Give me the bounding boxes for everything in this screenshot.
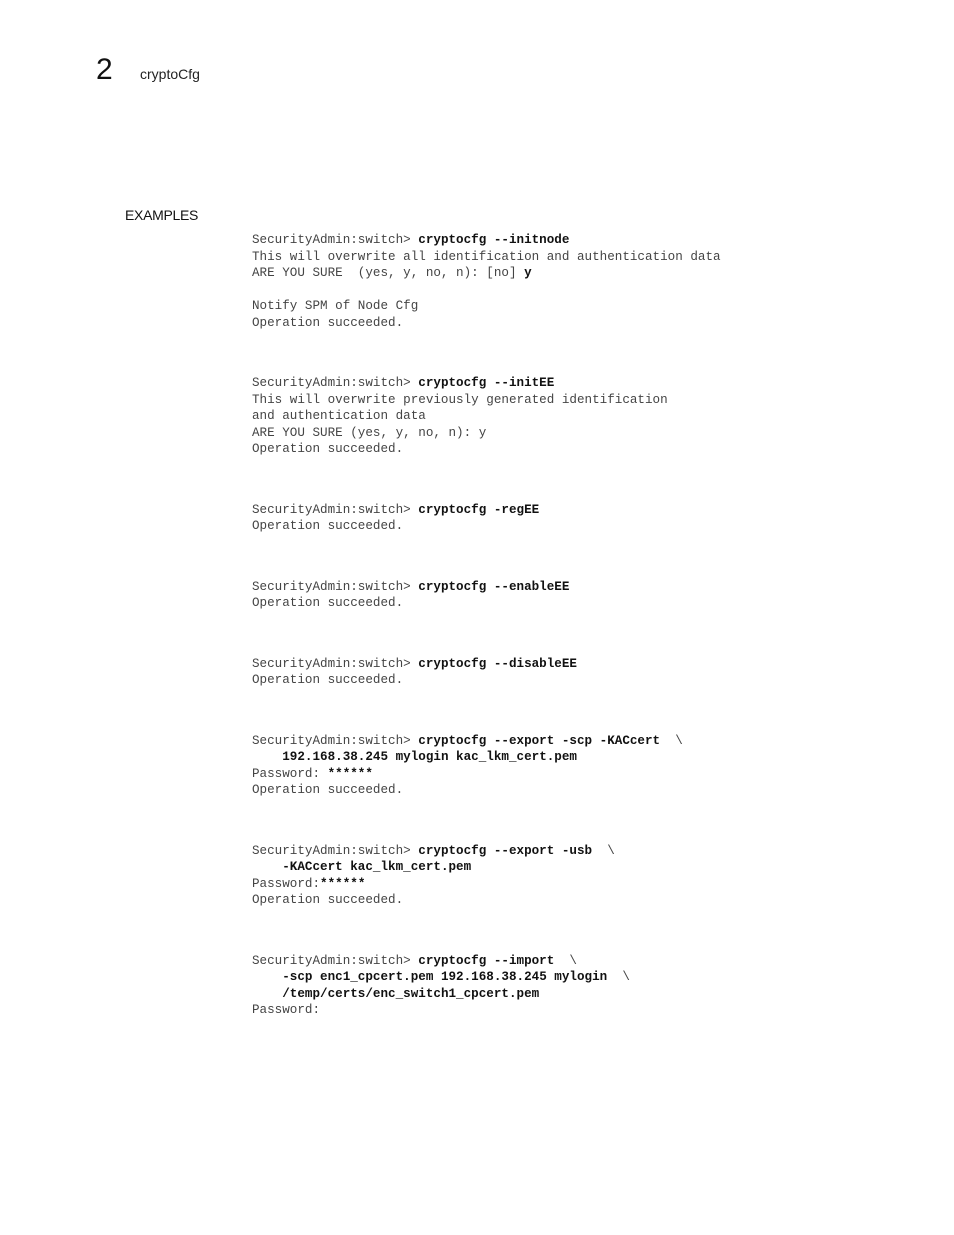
code-example bbox=[252, 579, 932, 612]
code-line bbox=[252, 1002, 932, 1019]
code-text: SecurityAdmin:switch> bbox=[252, 733, 419, 748]
command-text: cryptocfg --enableEE bbox=[418, 579, 570, 594]
command-text: cryptocfg -regEE bbox=[418, 502, 540, 517]
code-text: SecurityAdmin:switch> bbox=[252, 656, 419, 671]
code-text bbox=[252, 987, 282, 1001]
code-line bbox=[252, 969, 932, 986]
code-line bbox=[252, 249, 932, 266]
code-line bbox=[252, 749, 932, 766]
code-text: Operation succeeded. bbox=[252, 673, 404, 687]
examples-code-area bbox=[252, 232, 932, 1019]
code-line bbox=[252, 766, 932, 783]
code-example bbox=[252, 953, 932, 1019]
code-text bbox=[252, 750, 282, 764]
code-line bbox=[252, 859, 932, 876]
chapter-title: cryptoCfg bbox=[140, 66, 200, 82]
code-text: Operation succeeded. bbox=[252, 893, 404, 907]
code-line bbox=[252, 392, 932, 409]
code-text: SecurityAdmin:switch> bbox=[252, 579, 419, 594]
code-line bbox=[252, 298, 932, 315]
code-text: This will overwrite all identification and authentication data bbox=[252, 249, 721, 264]
command-text: cryptocfg --initEE bbox=[418, 376, 555, 390]
command-text: ****** bbox=[327, 766, 373, 781]
code-line bbox=[252, 595, 932, 612]
code-example bbox=[252, 232, 932, 331]
command-text: cryptocfg --export -scp -KACcert bbox=[418, 733, 661, 748]
command-text: /temp/certs/enc_switch1_cpcert.pem bbox=[282, 986, 540, 1001]
code-text: Password: bbox=[252, 1003, 321, 1017]
command-text: ****** bbox=[320, 876, 366, 891]
code-example bbox=[252, 656, 932, 689]
code-line bbox=[252, 986, 932, 1003]
code-text: Operation succeeded. bbox=[252, 442, 404, 456]
code-line bbox=[252, 425, 932, 442]
code-text: Operation succeeded. bbox=[252, 519, 404, 533]
code-text: SecurityAdmin:switch> bbox=[252, 843, 419, 858]
code-text: ARE YOU SURE (yes, y, no, n): [no] bbox=[252, 266, 525, 280]
code-example bbox=[252, 375, 932, 458]
code-line bbox=[252, 441, 932, 458]
command-text: -KACcert kac_lkm_cert.pem bbox=[282, 860, 472, 874]
code-text: SecurityAdmin:switch> bbox=[252, 233, 419, 247]
line-continuation: \ bbox=[660, 733, 683, 748]
code-text: SecurityAdmin:switch> bbox=[252, 953, 419, 968]
code-text: Password: bbox=[252, 876, 321, 891]
code-line bbox=[252, 518, 932, 535]
section-label-examples: EXAMPLES bbox=[125, 207, 199, 223]
command-text: cryptocfg --disableEE bbox=[418, 656, 577, 671]
code-line bbox=[252, 892, 932, 909]
code-line bbox=[252, 782, 932, 799]
code-text bbox=[252, 860, 282, 874]
line-continuation: \ bbox=[592, 843, 615, 858]
code-text bbox=[252, 970, 282, 984]
code-example bbox=[252, 502, 932, 535]
code-line bbox=[252, 502, 932, 519]
code-text: ARE YOU SURE (yes, y, no, n): y bbox=[252, 425, 487, 440]
command-text: cryptocfg --initnode bbox=[418, 233, 570, 247]
code-line bbox=[252, 656, 932, 673]
chapter-number: 2 bbox=[96, 53, 113, 86]
code-line bbox=[252, 315, 932, 332]
line-continuation: \ bbox=[554, 953, 577, 968]
command-text: y bbox=[524, 266, 532, 280]
code-text: Operation succeeded. bbox=[252, 315, 404, 330]
code-line bbox=[252, 672, 932, 689]
code-text: and authentication data bbox=[252, 409, 426, 423]
code-text: SecurityAdmin:switch> bbox=[252, 502, 419, 517]
code-text: Operation succeeded. bbox=[252, 596, 404, 610]
code-text: This will overwrite previously generated identification bbox=[252, 392, 668, 407]
code-line bbox=[252, 232, 932, 249]
command-text: -scp enc1_cpcert.pem 192.168.38.245 mylogin bbox=[282, 970, 608, 984]
code-line bbox=[252, 265, 932, 282]
line-continuation: \ bbox=[607, 970, 630, 984]
code-line bbox=[252, 733, 932, 750]
code-example bbox=[252, 843, 932, 909]
command-text: 192.168.38.245 mylogin kac_lkm_cert.pem bbox=[282, 750, 577, 764]
code-line bbox=[252, 282, 932, 299]
code-example bbox=[252, 733, 932, 799]
code-line bbox=[252, 375, 932, 392]
code-line bbox=[252, 843, 932, 860]
code-line bbox=[252, 579, 932, 596]
code-text: SecurityAdmin:switch> bbox=[252, 376, 419, 390]
command-text: cryptocfg --export -usb bbox=[418, 843, 593, 858]
code-text: Operation succeeded. bbox=[252, 783, 404, 797]
code-text: Notify SPM of Node Cfg bbox=[252, 299, 419, 313]
code-text: Password: bbox=[252, 766, 328, 781]
command-text: cryptocfg --import bbox=[418, 953, 555, 968]
code-line bbox=[252, 953, 932, 970]
code-line bbox=[252, 876, 932, 893]
code-line bbox=[252, 408, 932, 425]
